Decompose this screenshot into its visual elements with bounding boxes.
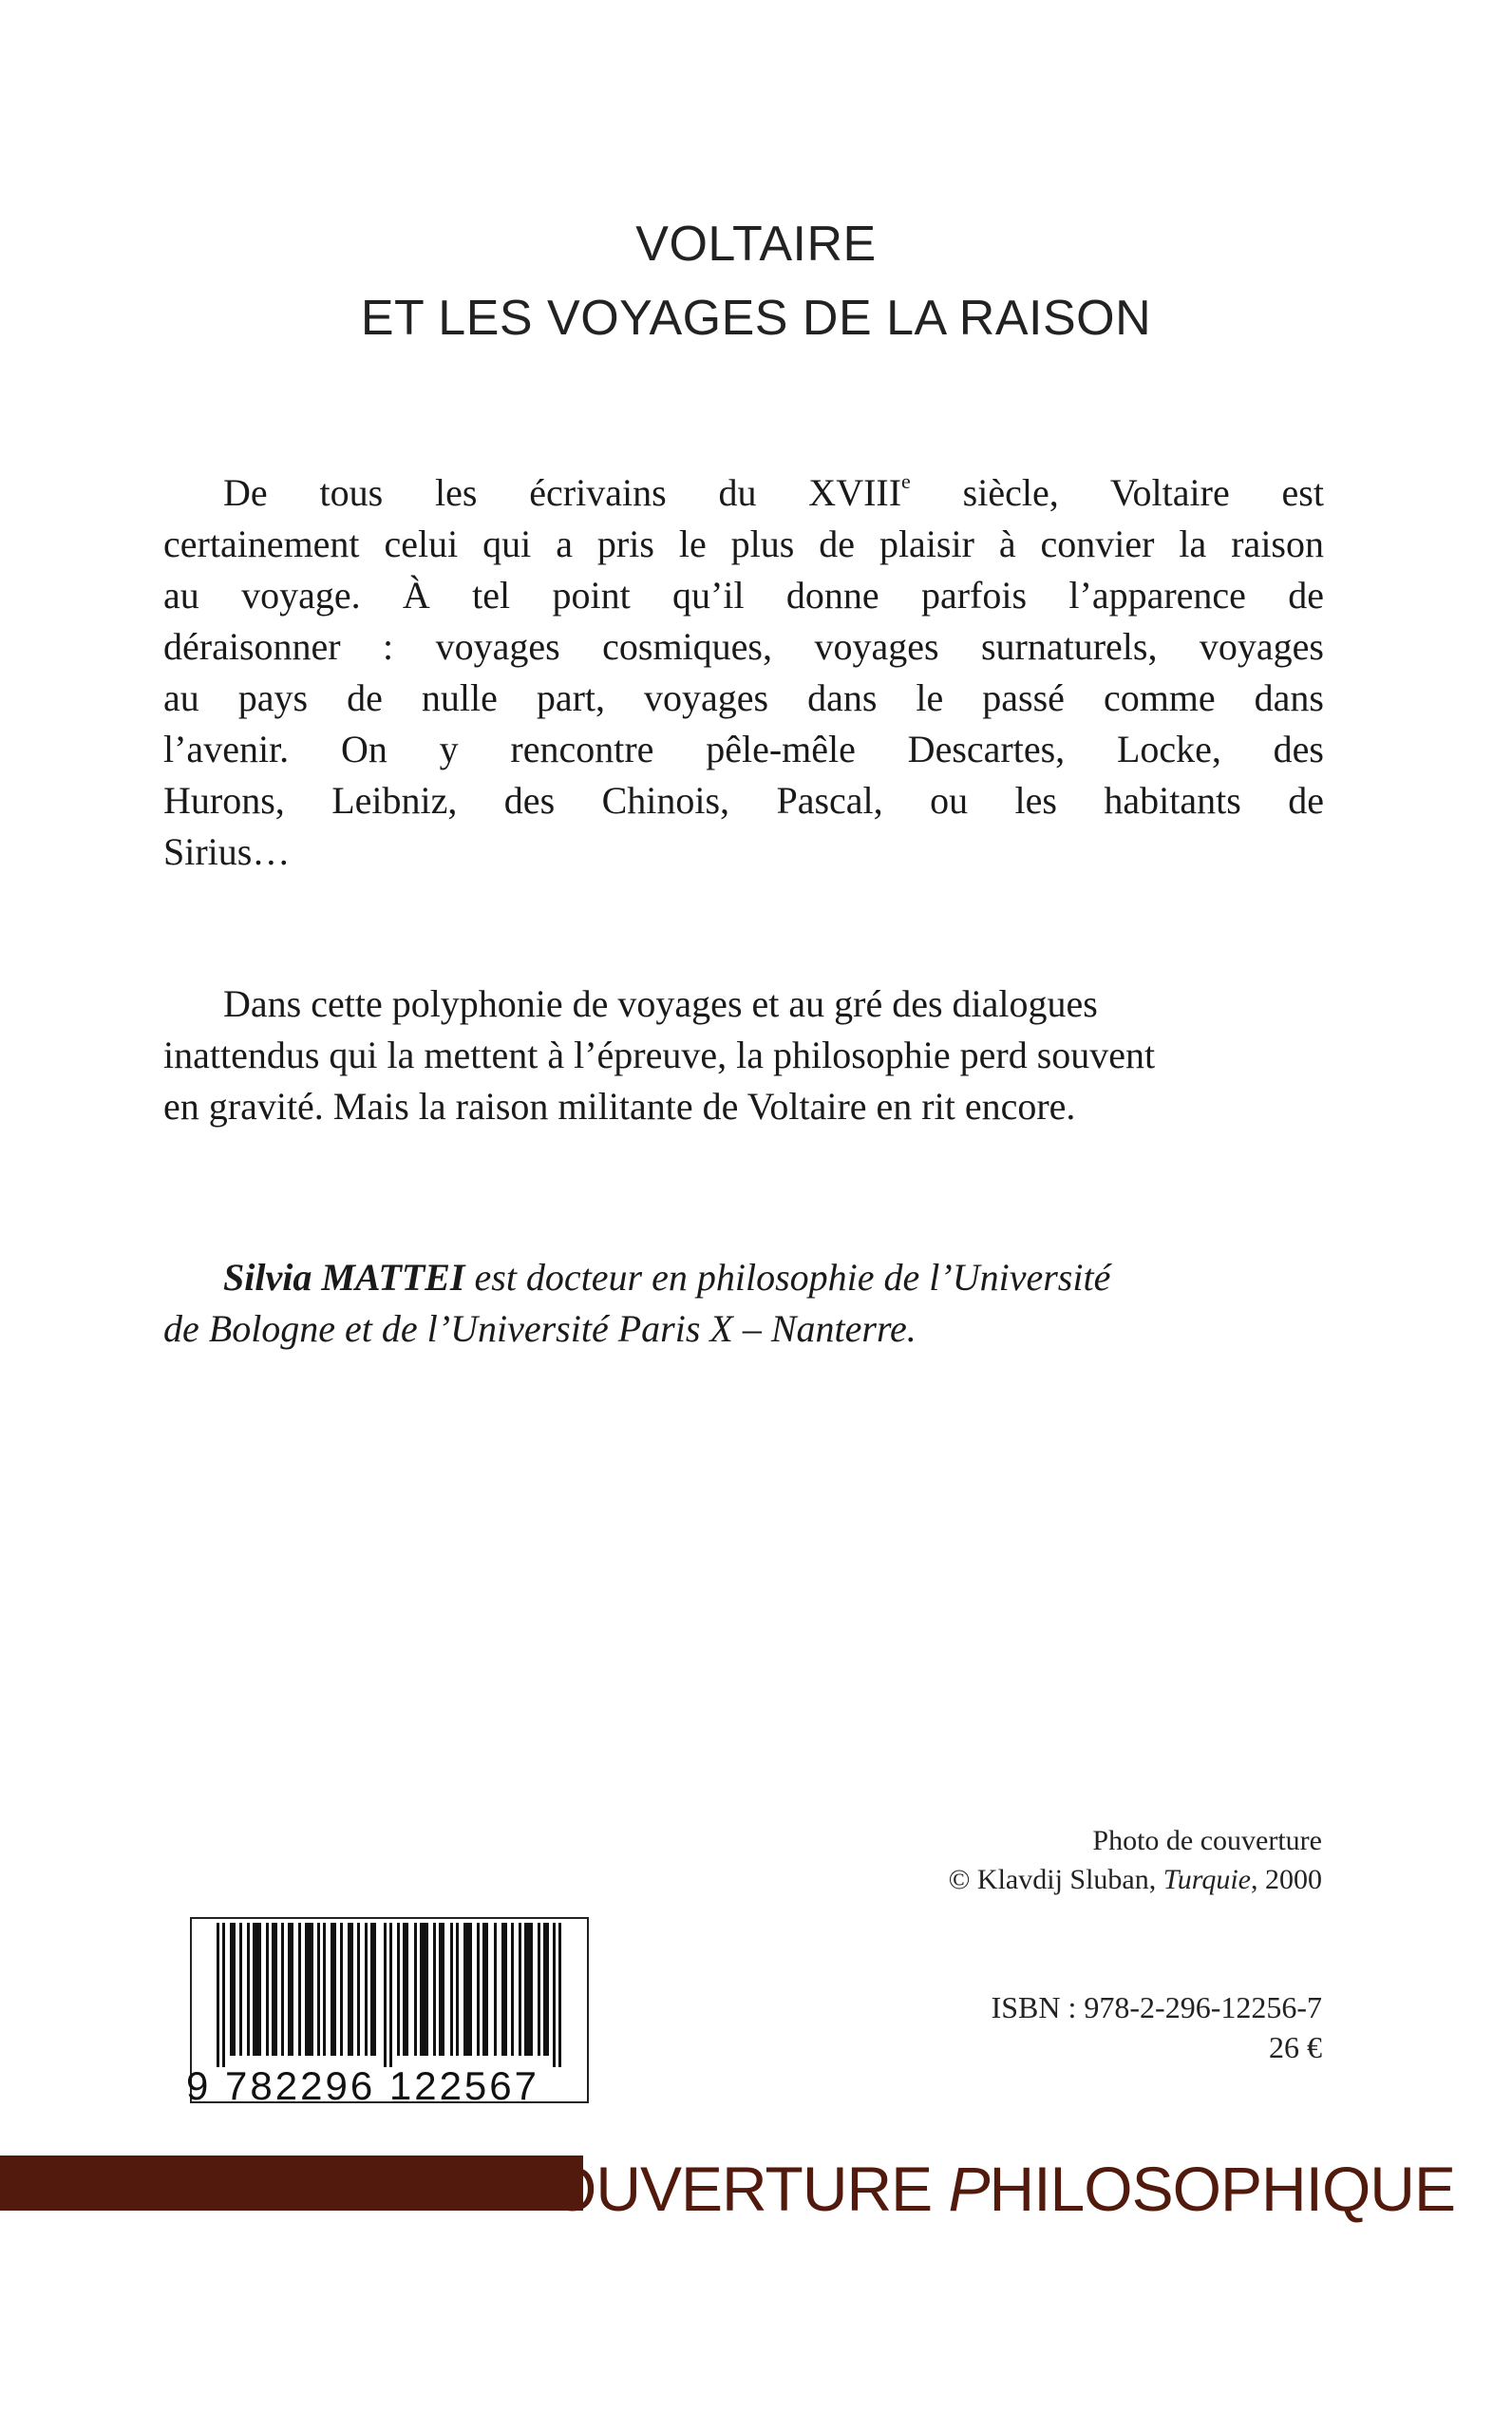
barcode-digits: 9 782296 122567 — [186, 2063, 539, 2108]
text-line: Hurons, Leibniz, des Chinois, Pascal, ou les habitants de — [163, 779, 1324, 822]
author-name: Silvia MATTEI — [223, 1256, 465, 1299]
barcode-icon — [190, 1917, 589, 2067]
text-line: l’avenir. On y rencontre pêle-mêle Descartes, Locke, des — [163, 728, 1324, 770]
title-line-1: VOLTAIRE — [635, 217, 877, 272]
text-fragment: OUVERTURE — [548, 2154, 949, 2224]
text-line: au pays de nulle part, voyages dans le passé comme dans — [163, 676, 1324, 719]
title-line-2: ET LES VOYAGES DE LA RAISON — [360, 291, 1152, 346]
credit-line-2 — [949, 1860, 1322, 1899]
text-line: inattendus qui la mettent à l’épreuve, la philosophie perd souvent — [163, 1034, 1156, 1076]
credit-line-1: Photo de couverture — [1092, 1825, 1322, 1856]
text-line — [163, 467, 1324, 519]
text-line: au voyage. À tel point qu’il donne parfois l’apparence de — [163, 574, 1324, 617]
book-title — [0, 207, 1512, 355]
text-fragment: , 2000 — [1251, 1864, 1322, 1895]
summary-paragraph-2 — [163, 978, 1324, 1132]
text-fragment: HILOSOPHIQUE — [989, 2154, 1455, 2224]
text-line — [163, 1252, 1324, 1303]
text-line: de Bologne et de l’Université Paris X – Nanterre. — [163, 1307, 917, 1350]
text-fragment: siècle, Voltaire est — [910, 471, 1324, 514]
text-line: en gravité. Mais la raison militante de Voltaire en rit encore. — [163, 1085, 1076, 1128]
text-line: certainement celui qui a pris le plus de plaisir à convier la raison — [163, 522, 1324, 565]
author-note — [163, 1252, 1324, 1355]
text-fragment: © Klavdij Sluban, — [948, 1864, 1163, 1895]
text-fragment: P — [948, 2154, 990, 2224]
text-line: déraisonner : voyages cosmiques, voyages surnaturels, voyages — [163, 625, 1324, 668]
text-fragment: De tous les écrivains du XVIII — [223, 471, 902, 514]
superscript: e — [901, 468, 911, 493]
isbn-block — [992, 1987, 1322, 2067]
photo-credit — [949, 1821, 1322, 1899]
series-name — [548, 2153, 1455, 2225]
text-line: Dans cette polyphonie de voyages et au gré des dialogues — [223, 982, 1098, 1025]
isbn-number: ISBN : 978-2-296-12256-7 — [991, 1990, 1322, 2024]
summary-paragraph-1 — [163, 467, 1324, 878]
text-line: Sirius… — [163, 830, 291, 873]
price: 26 € — [1269, 2030, 1322, 2064]
photo-title: Turquie — [1162, 1864, 1251, 1895]
text-fragment: est docteur en philosophie de l’Université — [464, 1256, 1111, 1299]
series-color-bar — [0, 2156, 583, 2211]
